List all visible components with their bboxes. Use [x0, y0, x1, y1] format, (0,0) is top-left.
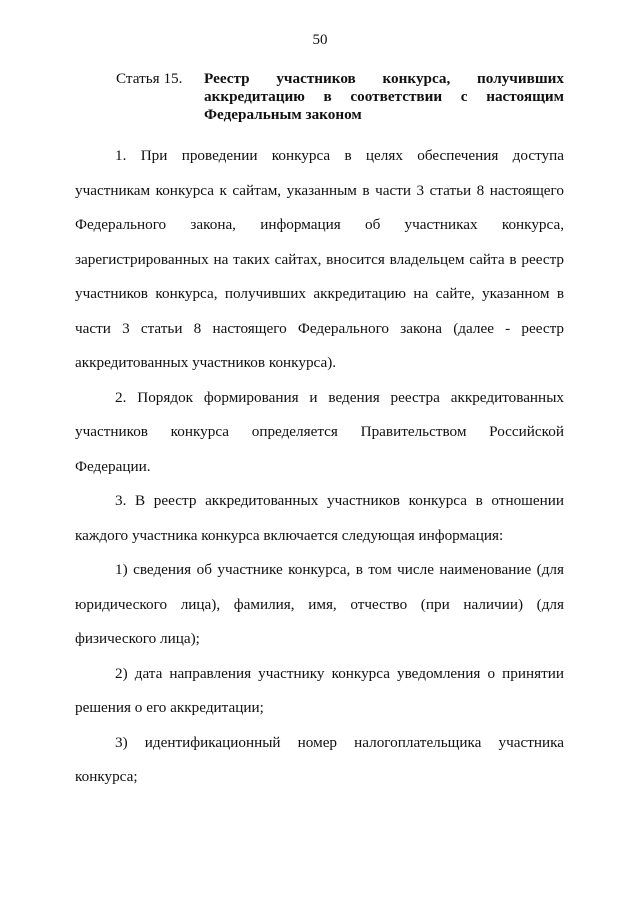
paragraph-2: 2. Порядок формирования и ведения реестра аккредитованных участников конкурса определяется Правительством Российской Федерации. [75, 388, 564, 475]
article-heading [116, 70, 564, 124]
article-label: Статья 15. [116, 70, 183, 87]
article-body [75, 139, 564, 795]
list-item-2: 2) дата направления участнику конкурса уведомления о принятии решения о его аккредитации; [75, 664, 564, 716]
page-number: 50 [312, 32, 328, 48]
list-item-1: 1) сведения об участнике конкурса, в том числе наименование (для юридического лица), фамилия, имя, отчество (при наличии) (для физического лица); [75, 561, 564, 647]
paragraph-3: 3. В реестр аккредитованных участников конкурса в отношении каждого участника конкурса включается следующая информация: [75, 492, 564, 544]
paragraph-1: 1. При проведении конкурса в целях обеспечения доступа участникам конкурса к сайтам, указанным в части 3 статьи 8 настоящего Федерального закона, информация об участниках конкурса, зарегистрированных на таких сайтах, вносится владельцем сайта в реестр участников конкурса, получивших аккредитацию на сайте, указанном в части 3 статьи 8 настоящего Федерального закона (далее - реестр аккредитованных участников конкурса). [75, 147, 564, 371]
list-item-3: 3) идентификационный номер налогоплательщика участника конкурса; [75, 733, 564, 785]
article-title: Реестр участников конкурса, получивших аккредитацию в соответствии с настоящим Федеральным законом [204, 70, 564, 123]
